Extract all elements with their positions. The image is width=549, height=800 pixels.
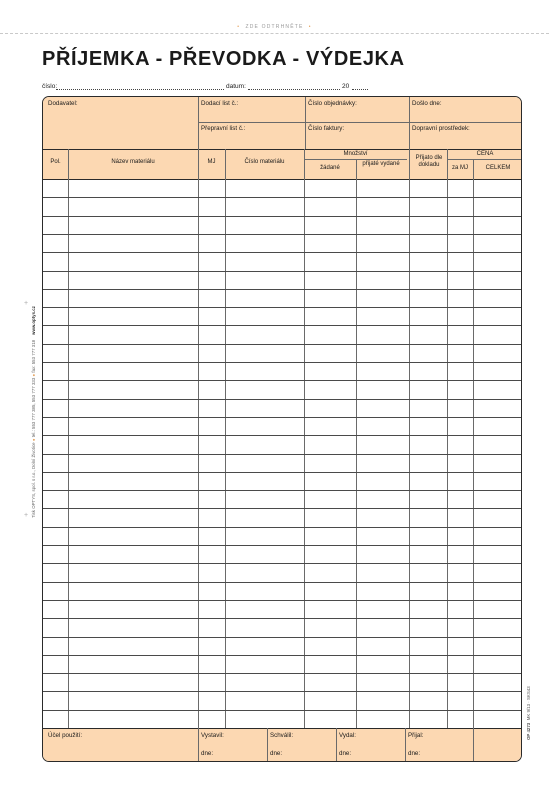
form-code-small: MK 9/13 · SKS43 <box>526 686 531 721</box>
table-row-line <box>43 399 522 400</box>
publisher-company: Tisk OPTYS, spol. s r.o., Dolní Životice <box>31 442 36 518</box>
col-za-mj: za MJ <box>451 165 468 171</box>
cislo-faktury-field[interactable]: Číslo faktury: <box>308 125 345 132</box>
table-row-line <box>43 362 522 363</box>
crop-mark-icon: + <box>24 512 29 519</box>
table-row-line <box>43 454 522 455</box>
col-mnozstvi: Množství <box>343 151 368 157</box>
table-row-line <box>43 637 522 638</box>
col-zadane: žádané <box>320 165 340 171</box>
dodavatel-field[interactable]: Dodavatel: <box>48 100 78 107</box>
table-row-line <box>43 234 522 235</box>
table-row-line <box>43 655 522 656</box>
vystavil-dne-field[interactable]: dne: <box>201 750 214 757</box>
table-row-line <box>43 472 522 473</box>
prijal-field[interactable]: Přijal: <box>408 732 424 739</box>
cislo-field[interactable] <box>56 89 224 90</box>
vydal-field[interactable]: Vydal: <box>339 732 356 739</box>
tear-dot-icon: • <box>237 24 241 30</box>
table-row-line <box>43 490 522 491</box>
datum-label: datum: <box>226 83 246 90</box>
form-box <box>42 96 522 762</box>
form-code <box>526 686 531 740</box>
vydal-dne-field[interactable]: dne: <box>339 750 352 757</box>
publisher-phone: tel.: 553 777 385, 553 777 333 <box>31 377 36 438</box>
table-row-line <box>43 344 522 345</box>
col-mj: MJ <box>207 159 216 165</box>
table-row-line <box>43 582 522 583</box>
col-prijate: přijaté vydané <box>362 161 400 167</box>
tear-label <box>0 24 549 30</box>
table-row-line <box>43 307 522 308</box>
datum-field[interactable] <box>248 89 340 90</box>
publisher-web: www.optys.cz <box>31 306 36 335</box>
col-cislo-materialu: Číslo materiálu <box>244 159 285 165</box>
table-row-line <box>43 673 522 674</box>
header-fill <box>43 97 522 149</box>
table-row-line <box>43 710 522 711</box>
col-nazev: Název materiálu <box>111 159 155 165</box>
crop-mark-icon: + <box>24 300 29 307</box>
table-row-line <box>43 618 522 619</box>
table-row-line <box>43 252 522 253</box>
schvalil-field[interactable]: Schválil: <box>270 732 294 739</box>
publisher-note: Tisk OPTYS, spol. s r.o., Dolní Životice ● tel.: 553 777 385, 553 777 333 ● fax: 553 777 318 www.optys.cz <box>31 306 36 518</box>
table-row-line <box>43 216 522 217</box>
doslo-dne-field[interactable]: Došlo dne: <box>412 100 442 107</box>
ucel-pouziti-field[interactable]: Účel použití: <box>48 732 83 739</box>
table-row-line <box>43 435 522 436</box>
form-code-main: OP 4273 <box>526 722 531 740</box>
tear-dot-icon: • <box>308 24 312 30</box>
page-title: PŘÍJEMKA - PŘEVODKA - VÝDEJKA <box>42 48 405 70</box>
col-pol: Pol. <box>50 159 61 165</box>
schvalil-dne-field[interactable]: dne: <box>270 750 283 757</box>
table-row-line <box>43 289 522 290</box>
cislo-label: číslo: <box>42 83 58 90</box>
table-row-line <box>43 691 522 692</box>
publisher-fax: fax: 553 777 318 <box>31 339 36 373</box>
table-row-line <box>43 325 522 326</box>
col-celkem: CELKEM <box>485 165 511 171</box>
table-row-line <box>43 197 522 198</box>
table-row-line <box>43 508 522 509</box>
number-date-line <box>42 83 522 93</box>
table-row-line <box>43 563 522 564</box>
table-row-line <box>43 380 522 381</box>
table-row-line <box>43 545 522 546</box>
col-prijato: Přijato dle dokladu <box>415 155 443 168</box>
table-row-line <box>43 600 522 601</box>
vystavil-field[interactable]: Vystavil: <box>201 732 224 739</box>
col-cena: CENA <box>476 151 494 157</box>
table-row-line <box>43 271 522 272</box>
year-label: 20 <box>342 83 350 90</box>
prepravni-list-field[interactable]: Přepravní list č.: <box>201 125 246 132</box>
table-row-line <box>43 527 522 528</box>
prijal-dne-field[interactable]: dne: <box>408 750 421 757</box>
tear-label-text: ZDE ODTRHNĚTE <box>245 24 304 30</box>
tear-line <box>0 33 549 34</box>
cislo-objednavky-field[interactable]: Číslo objednávky: <box>308 100 357 107</box>
table-row-line <box>43 417 522 418</box>
dodaci-list-field[interactable]: Dodací list č.: <box>201 100 239 107</box>
year-field[interactable] <box>352 89 368 90</box>
dopravni-prostredek-field[interactable]: Dopravní prostředek: <box>412 125 470 132</box>
